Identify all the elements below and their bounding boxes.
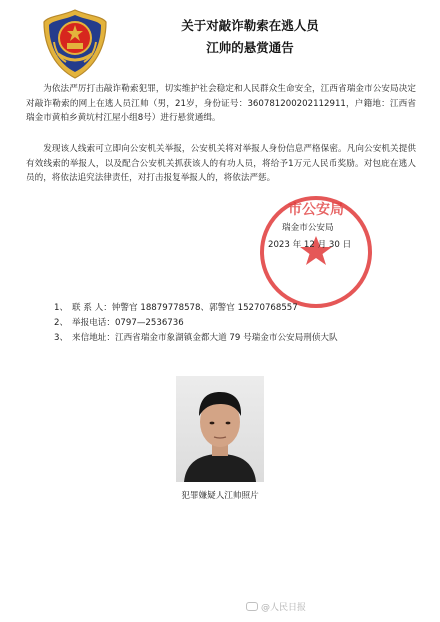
notice-title-line2: 江帅的悬赏通告 bbox=[206, 40, 294, 55]
official-seal-icon bbox=[256, 192, 376, 312]
issue-date: 2023 年 12 月 30 日 bbox=[268, 240, 352, 250]
watermark-text: @人民日报 bbox=[261, 603, 307, 613]
issuing-authority: 瑞金市公安局 bbox=[282, 223, 334, 233]
police-emblem-icon bbox=[40, 8, 110, 80]
photo-caption: 犯罪嫌疑人江帅照片 bbox=[181, 491, 259, 501]
notice-title-line1: 关于对敲诈勒索在逃人员 bbox=[181, 18, 319, 33]
contact-people-text: 联 系 人：钟警官 18879778578、郭警官 15270768557 bbox=[72, 303, 298, 313]
source-watermark bbox=[246, 600, 306, 613]
contact-item-address: 3、 来信地址：江西省瑞金市象湖镇金都大道 79 号瑞金市公安局刑侦大队 bbox=[54, 333, 338, 343]
contact-item-people: 1、 联 系 人：钟警官 18879778578、郭警官 15270768557 bbox=[54, 303, 298, 313]
svg-text:市公安局: 市公安局 bbox=[288, 202, 344, 218]
notice-paragraph-1: 为依法严厉打击敲诈勒索犯罪，切实维护社会稳定和人民群众生命安全，江西省瑞金市公安局决定对敲诈勒索的网上在逃人员江帅（男，21岁，身份证号：360781200202112911，户籍地：江西省瑞金市黄柏乡黄坑村江屋小组8号）进行悬赏通缉。 bbox=[26, 84, 416, 123]
contact-hotline-text: 举报电话：0797—2536736 bbox=[72, 318, 184, 328]
contact-item-hotline: 2、 举报电话：0797—2536736 bbox=[54, 318, 184, 328]
weibo-icon bbox=[246, 602, 258, 611]
contact-list bbox=[54, 301, 424, 346]
person-silhouette-icon bbox=[176, 376, 264, 482]
contact-address-text: 来信地址：江西省瑞金市象湖镇金都大道 79 号瑞金市公安局刑侦大队 bbox=[72, 333, 338, 343]
notice-paragraph-2: 发现该人线索可立即向公安机关举报，公安机关将对举报人身份信息严格保密。凡向公安机关提供有效线索的举报人，以及配合公安机关抓获该人的有功人员，将给予1万元人民币奖励。对包庇在逃人员的，将依法追究法律责任，对打击报复举报人的，将依法严惩。 bbox=[26, 144, 416, 183]
suspect-photo bbox=[176, 376, 264, 482]
